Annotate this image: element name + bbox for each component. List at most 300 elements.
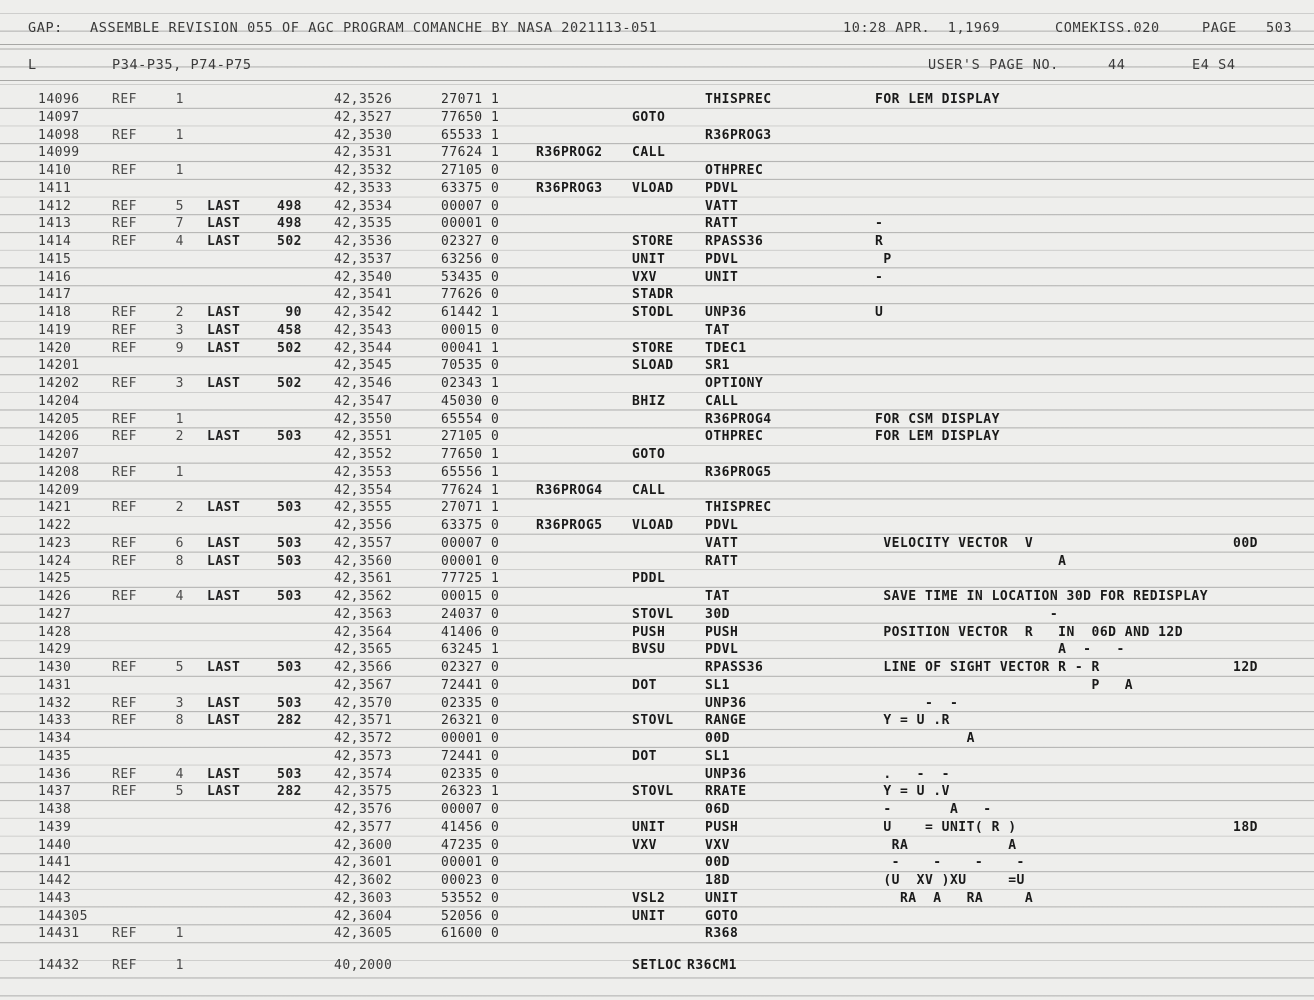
listing-line xyxy=(0,588,1314,606)
line-number: 1432 xyxy=(38,695,72,711)
last-line-number: 90 xyxy=(285,305,302,320)
last-line-number: 503 xyxy=(277,500,302,516)
ref-tag: REF xyxy=(112,464,137,480)
address: 42,3565 xyxy=(334,642,393,658)
line-number: 1414 xyxy=(38,234,72,249)
octal-word: 41456 0 xyxy=(441,819,500,835)
octal-word: 65533 1 xyxy=(441,127,500,143)
listing-line xyxy=(0,570,1314,588)
line-number: 14208 xyxy=(38,464,80,480)
line-number: 1421 xyxy=(38,500,72,516)
listing-line xyxy=(0,624,1314,642)
ref-tag: REF xyxy=(112,695,137,711)
last-line-number: 282 xyxy=(277,713,302,729)
opcode: STODL xyxy=(632,305,674,320)
page-header xyxy=(0,20,1314,44)
label: R36PROG4 xyxy=(536,482,603,498)
operand: R36PROG3 xyxy=(705,127,772,143)
octal-word: 52056 0 xyxy=(441,908,500,924)
address: 42,3571 xyxy=(334,713,393,729)
listing-line xyxy=(0,304,1314,322)
line-number: 14099 xyxy=(38,145,80,161)
octal-word: 00001 0 xyxy=(441,216,500,232)
listing-line xyxy=(0,872,1314,890)
opcode: VXV xyxy=(632,269,657,285)
octal-word: 02335 0 xyxy=(441,695,500,711)
last-tag: LAST xyxy=(207,784,241,800)
address: 42,3532 xyxy=(334,163,393,178)
last-tag: LAST xyxy=(207,429,241,445)
comment: Y = U .R xyxy=(875,713,950,729)
octal-word: 02327 0 xyxy=(441,234,500,249)
sub-header xyxy=(0,57,1314,81)
ref-tag: REF xyxy=(112,234,137,249)
ref-count: 7 xyxy=(175,216,184,232)
operand: R36CM1 xyxy=(687,958,737,973)
address: 40,2000 xyxy=(334,958,393,973)
octal-word: 00001 0 xyxy=(441,855,500,871)
listing-line xyxy=(0,890,1314,908)
line-number: 1411 xyxy=(38,180,72,196)
octal-word: 26323 1 xyxy=(441,784,500,800)
line-number: 1429 xyxy=(38,642,72,658)
line-number: 1428 xyxy=(38,624,72,640)
line-number: 14205 xyxy=(38,411,80,427)
address: 42,3526 xyxy=(334,92,393,107)
last-tag: LAST xyxy=(207,340,241,356)
operand: RANGE xyxy=(705,713,747,729)
address: 42,3536 xyxy=(334,234,393,249)
listing-line xyxy=(0,144,1314,162)
last-line-number: 502 xyxy=(277,234,302,249)
address: 42,3530 xyxy=(334,127,393,143)
octal-word: 77650 1 xyxy=(441,447,500,462)
label: R36PROG5 xyxy=(536,518,603,533)
listing-line xyxy=(0,446,1314,464)
address: 42,3603 xyxy=(334,890,393,906)
comment: - xyxy=(875,269,884,285)
octal-word: 70535 0 xyxy=(441,358,500,374)
octal-word: 02343 1 xyxy=(441,376,500,391)
address: 42,3602 xyxy=(334,873,393,888)
comment: - - xyxy=(875,695,959,711)
operand: CALL xyxy=(705,393,739,409)
listing-line xyxy=(0,357,1314,375)
octal-word: 53552 0 xyxy=(441,890,500,906)
line-number: 1424 xyxy=(38,553,72,569)
operand: VATT xyxy=(705,535,739,551)
line-number: 1440 xyxy=(38,837,72,853)
line-number: 1430 xyxy=(38,660,72,675)
last-line-number: 503 xyxy=(277,660,302,675)
opcode: BHIZ xyxy=(632,393,666,409)
listing-line xyxy=(0,819,1314,837)
comment: P A xyxy=(875,677,1134,693)
listing-line xyxy=(0,162,1314,180)
listing-line xyxy=(0,180,1314,198)
opcode: STOVL xyxy=(632,606,674,622)
address: 42,3600 xyxy=(334,837,393,853)
operand: PDVL xyxy=(705,180,739,196)
line-number: 1435 xyxy=(38,748,72,764)
address: 42,3555 xyxy=(334,500,393,516)
last-line-number: 503 xyxy=(277,535,302,551)
comment: SAVE TIME IN LOCATION 30D FOR REDISPLAY xyxy=(875,589,1209,604)
address: 42,3557 xyxy=(334,535,393,551)
line-number: 1420 xyxy=(38,340,72,356)
line-number: 1422 xyxy=(38,518,72,533)
operand: 00D xyxy=(705,731,730,746)
opcode: VLOAD xyxy=(632,180,674,196)
address: 42,3605 xyxy=(334,926,393,942)
octal-word: 00007 0 xyxy=(441,198,500,214)
listing-line xyxy=(0,393,1314,411)
listing-line xyxy=(0,464,1314,482)
address: 42,3553 xyxy=(334,464,393,480)
address: 42,3574 xyxy=(334,766,393,782)
listing-line xyxy=(0,127,1314,145)
address: 42,3537 xyxy=(334,251,393,267)
comment: RA A RA A xyxy=(875,890,1034,906)
section-code: E4 S4 xyxy=(1192,57,1236,73)
ref-tag: REF xyxy=(112,553,137,569)
line-number: 1425 xyxy=(38,571,72,587)
operand: RATT xyxy=(705,216,739,232)
ref-count: 4 xyxy=(175,589,184,604)
listing-line xyxy=(0,198,1314,216)
last-tag: LAST xyxy=(207,766,241,782)
line-number: 14204 xyxy=(38,393,80,409)
last-tag: LAST xyxy=(207,216,241,232)
octal-word: 45030 0 xyxy=(441,393,500,409)
subheader-rule xyxy=(0,80,1314,81)
listing-line xyxy=(0,517,1314,535)
line-number: 14096 xyxy=(38,92,80,107)
ref-count: 6 xyxy=(175,535,184,551)
address: 42,3576 xyxy=(334,802,393,817)
operand: PUSH xyxy=(705,819,739,835)
line-number: 1412 xyxy=(38,198,72,214)
listing-line xyxy=(0,606,1314,624)
last-tag: LAST xyxy=(207,713,241,729)
address: 42,3550 xyxy=(334,411,393,427)
line-number: 1431 xyxy=(38,677,72,693)
opcode: DOT xyxy=(632,677,657,693)
address: 42,3541 xyxy=(334,287,393,303)
comment: - xyxy=(875,216,884,232)
listing-line xyxy=(0,109,1314,127)
operand: VATT xyxy=(705,198,739,214)
ref-count: 5 xyxy=(175,784,184,800)
comment-register: 18D xyxy=(1233,819,1258,835)
comment: A xyxy=(875,553,1067,569)
address: 42,3534 xyxy=(334,198,393,214)
operand: UNIT xyxy=(705,269,739,285)
last-tag: LAST xyxy=(207,376,241,391)
ref-count: 4 xyxy=(175,766,184,782)
ref-tag: REF xyxy=(112,340,137,356)
line-number: 1443 xyxy=(38,890,72,906)
address: 42,3531 xyxy=(334,145,393,161)
opcode: SLOAD xyxy=(632,358,674,374)
label: R36PROG3 xyxy=(536,180,603,196)
operand: SR1 xyxy=(705,358,730,374)
opcode: CALL xyxy=(632,482,666,498)
listing-line xyxy=(0,286,1314,304)
operand: TAT xyxy=(705,322,730,338)
line-number: 14097 xyxy=(38,109,80,125)
operand: UNP36 xyxy=(705,305,747,320)
ref-count: 3 xyxy=(175,376,184,391)
opcode: CALL xyxy=(632,145,666,161)
octal-word: 00007 0 xyxy=(441,802,500,817)
octal-word: 72441 0 xyxy=(441,748,500,764)
operand: TDEC1 xyxy=(705,340,747,356)
octal-word: 77725 1 xyxy=(441,571,500,587)
ref-tag: REF xyxy=(112,92,137,107)
operand: 06D xyxy=(705,802,730,817)
address: 42,3546 xyxy=(334,376,393,391)
octal-word: 27105 0 xyxy=(441,163,500,178)
octal-word: 72441 0 xyxy=(441,677,500,693)
address: 42,3567 xyxy=(334,677,393,693)
operand: R368 xyxy=(705,926,739,942)
opcode: VXV xyxy=(632,837,657,853)
octal-word: 53435 0 xyxy=(441,269,500,285)
operand: TAT xyxy=(705,589,730,604)
opcode: STOVL xyxy=(632,713,674,729)
operand: 18D xyxy=(705,873,730,888)
line-number: 14209 xyxy=(38,482,80,498)
last-line-number: 502 xyxy=(277,340,302,356)
address: 42,3544 xyxy=(334,340,393,356)
comment: FOR LEM DISPLAY xyxy=(875,92,1000,107)
octal-word: 63256 0 xyxy=(441,251,500,267)
line-number: 1436 xyxy=(38,766,72,782)
opcode: UNIT xyxy=(632,908,666,924)
last-line-number: 502 xyxy=(277,376,302,391)
octal-word: 00007 0 xyxy=(441,535,500,551)
ref-tag: REF xyxy=(112,784,137,800)
last-line-number: 503 xyxy=(277,589,302,604)
user-page-label: USER'S PAGE NO. xyxy=(928,57,1059,73)
last-tag: LAST xyxy=(207,322,241,338)
comment: U = UNIT( R ) xyxy=(875,819,1017,835)
ref-tag: REF xyxy=(112,216,137,232)
octal-word: 00015 0 xyxy=(441,589,500,604)
operand: SL1 xyxy=(705,748,730,764)
ref-count: 8 xyxy=(175,713,184,729)
last-line-number: 503 xyxy=(277,429,302,445)
address: 42,3547 xyxy=(334,393,393,409)
opcode: GOTO xyxy=(632,447,666,462)
address: 42,3554 xyxy=(334,482,393,498)
opcode: DOT xyxy=(632,748,657,764)
line-number: 1415 xyxy=(38,251,72,267)
comment: U xyxy=(875,305,884,320)
comment: POSITION VECTOR R IN 06D AND 12D xyxy=(875,624,1184,640)
comment-register: 12D xyxy=(1233,660,1258,675)
comment: VELOCITY VECTOR V xyxy=(875,535,1034,551)
last-tag: LAST xyxy=(207,535,241,551)
ref-tag: REF xyxy=(112,535,137,551)
listing-line xyxy=(0,340,1314,358)
comment: FOR CSM DISPLAY xyxy=(875,411,1000,427)
operand: RRATE xyxy=(705,784,747,800)
last-line-number: 498 xyxy=(277,216,302,232)
ref-count: 2 xyxy=(175,500,184,516)
operand: OPTIONY xyxy=(705,376,764,391)
line-number: 1441 xyxy=(38,855,72,871)
octal-word: 61442 1 xyxy=(441,305,500,320)
line-number: 14202 xyxy=(38,376,80,391)
octal-word: 41406 0 xyxy=(441,624,500,640)
opcode: GOTO xyxy=(632,109,666,125)
listing-line xyxy=(0,677,1314,695)
ref-tag: REF xyxy=(112,589,137,604)
octal-word: 65556 1 xyxy=(441,464,500,480)
last-tag: LAST xyxy=(207,234,241,249)
operand: OTHPREC xyxy=(705,163,764,178)
line-number: 1442 xyxy=(38,873,72,888)
comment: A - - xyxy=(875,642,1125,658)
listing-line xyxy=(0,553,1314,571)
ref-count: 1 xyxy=(175,163,184,178)
octal-word: 00001 0 xyxy=(441,731,500,746)
line-number: 14201 xyxy=(38,358,80,374)
address: 42,3562 xyxy=(334,589,393,604)
ref-tag: REF xyxy=(112,376,137,391)
opcode: STORE xyxy=(632,340,674,356)
octal-word: 77624 1 xyxy=(441,482,500,498)
label: R36PROG2 xyxy=(536,145,603,161)
ref-tag: REF xyxy=(112,322,137,338)
opcode: VSL2 xyxy=(632,890,666,906)
operand: PDVL xyxy=(705,518,739,533)
octal-word: 63245 1 xyxy=(441,642,500,658)
octal-word: 02327 0 xyxy=(441,660,500,675)
ref-tag: REF xyxy=(112,766,137,782)
listing-line xyxy=(0,499,1314,517)
trailer-line xyxy=(0,957,1314,975)
line-number: 144305 xyxy=(38,908,88,924)
ref-count: 5 xyxy=(175,660,184,675)
ref-count: 2 xyxy=(175,305,184,320)
listing-line xyxy=(0,854,1314,872)
line-number: 1417 xyxy=(38,287,72,303)
listing-line xyxy=(0,837,1314,855)
address: 42,3572 xyxy=(334,731,393,746)
operand: VXV xyxy=(705,837,730,853)
last-tag: LAST xyxy=(207,500,241,516)
line-number: 1439 xyxy=(38,819,72,835)
page-range: P34-P35, P74-P75 xyxy=(112,57,252,73)
listing-line xyxy=(0,766,1314,784)
opcode: STADR xyxy=(632,287,674,303)
comment: (U XV )XU =U xyxy=(875,873,1025,888)
opcode: PDDL xyxy=(632,571,666,587)
page-number: 503 xyxy=(1266,20,1293,36)
operand: 30D xyxy=(705,606,730,622)
operand: PDVL xyxy=(705,642,739,658)
ref-tag: REF xyxy=(112,660,137,675)
line-number: 1433 xyxy=(38,713,72,729)
address: 42,3570 xyxy=(334,695,393,711)
ref-count: 8 xyxy=(175,553,184,569)
octal-word: 00001 0 xyxy=(441,553,500,569)
listing-line xyxy=(0,375,1314,393)
address: 42,3527 xyxy=(334,109,393,125)
listing-line xyxy=(0,322,1314,340)
address: 42,3533 xyxy=(334,180,393,196)
timestamp: 10:28 APR. 1,1969 xyxy=(843,20,1001,36)
file-name: COMEKISS.020 xyxy=(1055,20,1160,36)
listing-line xyxy=(0,908,1314,926)
address: 42,3563 xyxy=(334,606,393,622)
comment: - A - xyxy=(875,802,992,817)
operand: THISPREC xyxy=(705,500,772,516)
opcode: STOVL xyxy=(632,784,674,800)
opcode: SETLOC xyxy=(632,958,682,973)
line-number: 1426 xyxy=(38,589,72,604)
octal-word: 27071 1 xyxy=(441,92,500,107)
ref-count: 1 xyxy=(175,411,184,427)
opcode: UNIT xyxy=(632,819,666,835)
last-line-number: 458 xyxy=(277,322,302,338)
ref-count: 3 xyxy=(175,322,184,338)
comment: P xyxy=(875,251,892,267)
line-number: 1427 xyxy=(38,606,72,622)
listing-line xyxy=(0,269,1314,287)
listing-line xyxy=(0,730,1314,748)
octal-word: 47235 0 xyxy=(441,837,500,853)
octal-word: 63375 0 xyxy=(441,180,500,196)
line-number: 1434 xyxy=(38,731,72,746)
ref-count: 1 xyxy=(175,127,184,143)
listing-line xyxy=(0,712,1314,730)
last-tag: LAST xyxy=(207,198,241,214)
listing-line xyxy=(0,215,1314,233)
address: 42,3556 xyxy=(334,518,393,533)
comment: . - - xyxy=(875,766,950,782)
ref-tag: REF xyxy=(112,500,137,516)
octal-word: 63375 0 xyxy=(441,518,500,533)
operand: UNP36 xyxy=(705,766,747,782)
operand: RATT xyxy=(705,553,739,569)
operand: OTHPREC xyxy=(705,429,764,445)
line-number: 14098 xyxy=(38,127,80,143)
comment: - xyxy=(875,606,1059,622)
opcode: PUSH xyxy=(632,624,666,640)
octal-word: 24037 0 xyxy=(441,606,500,622)
operand: PDVL xyxy=(705,251,739,267)
line-number: 1419 xyxy=(38,322,72,338)
ref-tag: REF xyxy=(112,926,137,942)
opcode: UNIT xyxy=(632,251,666,267)
address: 42,3577 xyxy=(334,819,393,835)
octal-word: 26321 0 xyxy=(441,713,500,729)
opcode: STORE xyxy=(632,234,674,249)
address: 42,3575 xyxy=(334,784,393,800)
address: 42,3535 xyxy=(334,216,393,232)
comment: - - - - xyxy=(875,855,1025,871)
comment: A xyxy=(875,731,975,746)
listing-line xyxy=(0,748,1314,766)
address: 42,3573 xyxy=(334,748,393,764)
ref-count: 1 xyxy=(175,92,184,107)
address: 42,3564 xyxy=(334,624,393,640)
last-line-number: 282 xyxy=(277,784,302,800)
